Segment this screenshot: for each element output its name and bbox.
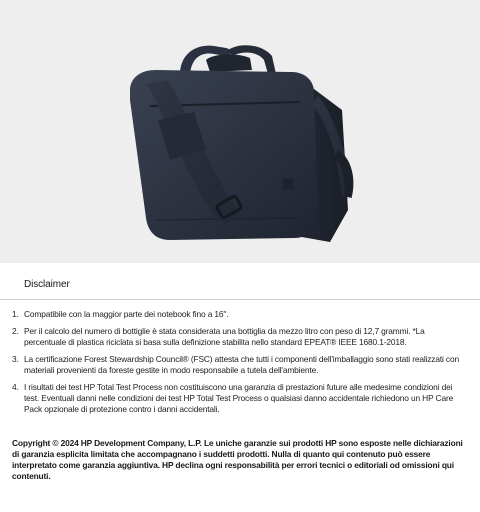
note-number: 1. — [12, 309, 19, 319]
list-item — [12, 309, 464, 320]
note-text: La certificazione Forest Stewardship Council® (FSC) attesta che tutti i componenti dell'imballaggio sono stati realizzati con materiali provenienti da foreste gestite in modo responsabile a tutela dell'ambiente. — [24, 354, 459, 375]
note-text: Per il calcolo del numero di bottiglie è stata considerata una bottiglia da mezzo litro con peso di 12,7 grammi. *La percentuale di plastica riciclata si basa sulla definizione stabilita nello standard EPEAT® IEEE 1680.1-2018. — [24, 326, 425, 347]
copyright-text: Copyright © 2024 HP Development Company, L.P. Le uniche garanzie sui prodotti HP sono esposte nelle dichiarazioni di garanzia esplicita limitata che accompagnano i suddetti prodotti. Nulla di quanto qui contenuto può essere interpretato come garanzia aggiuntiva. HP declina ogni responsabilità per errori tecnici o editoriali od omissioni qui contenuti. — [12, 438, 463, 481]
list-item — [12, 382, 464, 415]
note-number: 3. — [12, 354, 19, 364]
divider — [0, 299, 480, 300]
note-number: 4. — [12, 382, 19, 392]
note-text: Compatibile con la maggior parte dei notebook fino a 16". — [24, 309, 229, 319]
disclaimer-notes — [12, 309, 464, 421]
list-item — [12, 326, 464, 348]
disclaimer-heading: Disclaimer — [24, 279, 70, 290]
note-number: 2. — [12, 326, 19, 336]
note-text: I risultati dei test HP Total Test Process non costituiscono una garanzia di prestazioni future alle medesime condizioni dei test. Eventuali danni nelle condizioni dei test HP Total Test Process o qualsiasi danno accidentale richiedono un HP Care Pack opzionale di protezione contro i danni accidentali. — [24, 382, 454, 414]
list-item — [12, 354, 464, 376]
